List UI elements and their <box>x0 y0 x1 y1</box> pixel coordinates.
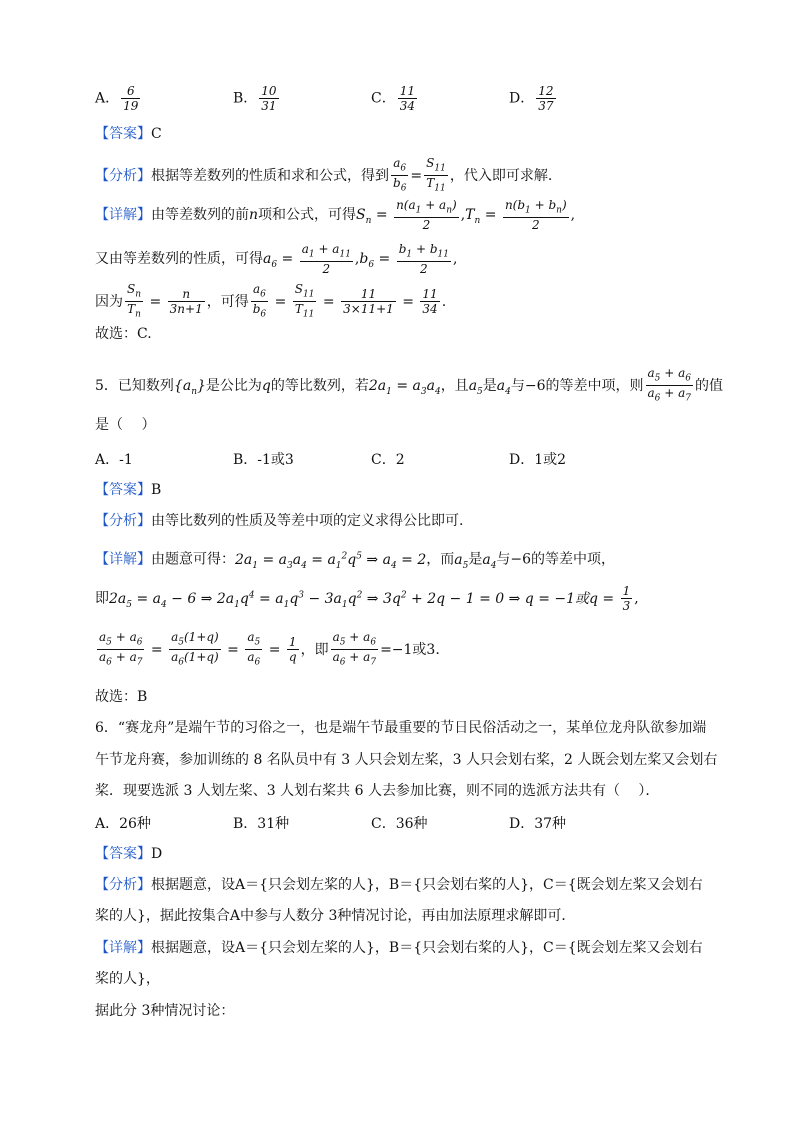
q6-stem-line-2: 午节龙舟赛，参加训练的 8 名队员中有 3 人只会划左桨，3 人只会划右桨，2 人既会划左桨又会划右 <box>95 752 718 768</box>
q6-detail-line-2: 桨的人}， <box>95 971 160 987</box>
analysis-text: 根据题意，设A＝{只会划左桨的人}，B＝{只会划右桨的人}，C＝{既会划左桨又会划右 <box>151 877 703 893</box>
denominator: 37 <box>538 99 554 113</box>
option-label: D． <box>509 90 535 107</box>
q6-analysis-line-1 <box>95 875 703 895</box>
detail-text: 因为 <box>95 293 123 310</box>
q5-option-c: C．2 <box>371 452 405 468</box>
denominator: 19 <box>123 99 139 113</box>
q6-answer <box>95 844 162 864</box>
analysis-text: ，代入即可求解. <box>449 167 553 184</box>
stem-text: 是公比为 <box>205 377 262 394</box>
q5-detail-line-1: 【详解】由题意可得：$2a_1 = a_3a_4 = a_1^2q^5$ ⇒ $a_4 = 2$，而$a_5$是$a_4$与−6的等差中项， <box>95 551 616 571</box>
detail-text: 即 <box>95 590 109 607</box>
detail-text: 又由等差数列的性质，可得 <box>95 251 263 268</box>
option-label: A． <box>95 90 120 107</box>
numerator: 10 <box>261 84 277 98</box>
q6-detail-line-3: 据此分 3种情况讨论： <box>95 1003 235 1019</box>
q6-detail-line-1 <box>95 938 703 958</box>
q4-detail-line-2: 又由等差数列的性质，可得$a_6$ = $\frac{a_1 + a_{11}}{2}$ $,b_6$ = $\frac{b_1 + b_{11}}{2}$ , <box>95 242 458 277</box>
q5-detail-line-2: 即$2a_5 = a_4 - 6$ ⇒ $2a_1q^4 = a_1q^3 - 3a_1q^2$ ⇒ $3q^2 + 2q - 1 = 0$ ⇒ q = −1或q = $\frac{1}{3}$ , <box>95 584 639 614</box>
q6-stem-line-1: 6．“赛龙舟”是端午节的习俗之一，也是端午节最重要的节日民俗活动之一，某单位龙舟队欲参加端 <box>95 720 707 736</box>
detail-tag: 【详解】 <box>95 207 151 224</box>
answer-tag: 【答案】 <box>95 126 151 142</box>
option-label: B． <box>233 90 258 107</box>
analysis-text: 根据等差数列的性质和求和公式，得到 <box>151 167 389 184</box>
q4-option-c <box>371 84 419 113</box>
analysis-tag: 【分析】 <box>95 167 151 184</box>
analysis-tag: 【分析】 <box>95 513 151 529</box>
detail-tag: 【详解】 <box>95 551 151 568</box>
q4-detail-line-1: 【详解】由等差数列的前n项和公式，可得$S_n$ = $\frac{n(a_1 + a_n)}{2}$ $,T_n$ = $\frac{n(b_1 + b_n)}{2}$ , <box>95 198 576 233</box>
analysis-tag: 【分析】 <box>95 877 151 893</box>
stem-text: 的等比数列，若 <box>270 377 369 394</box>
stem-text: 5．已知数列 <box>95 377 174 394</box>
q4-detail-line-3: 因为 $\frac{S_n}{T_n}$ = $\frac{n}{3n+1}$ ，可得 $\frac{a_6}{b_6}$ = $\frac{S_{11}}{T_{11}}$ = $\frac{11}{3\times 11+1}$ = $\frac{11}{34}$ . <box>95 282 447 320</box>
q5-option-a: A．-1 <box>95 452 133 468</box>
detail-text: 是 <box>468 551 483 568</box>
numerator: 6 <box>121 84 140 99</box>
q5-detail-line-3: $\frac{a_5 + a_6}{a_6 + a_7}$ = $\frac{a_5(1+q)}{a_6(1+q)}$ = $\frac{a_5}{a_6}$ = $\frac{1}{q}$ ，即 $\frac{a_5 + a_6}{a_6 + a_7}$ =−1或3. <box>99 630 440 668</box>
q4-option-a <box>95 84 142 113</box>
stem-text: 是 <box>482 377 497 394</box>
answer-tag: 【答案】 <box>95 482 151 498</box>
q4-option-b <box>233 84 281 113</box>
detail-text: ，而 <box>426 551 455 568</box>
detail-text: 由等差数列的前 <box>151 207 249 224</box>
detail-tag: 【详解】 <box>95 940 151 956</box>
detail-text: ，即 <box>300 641 329 658</box>
denominator: 34 <box>399 99 415 113</box>
q6-stem-line-3: 桨．现要选派 3 人划左桨、3 人划右桨共 6 人去参加比赛，则不同的选派方法共有（ ）． <box>95 783 660 799</box>
answer-tag: 【答案】 <box>95 846 151 862</box>
q6-option-d: D．37种 <box>509 816 567 832</box>
numerator: 12 <box>538 84 554 98</box>
q6-analysis-line-2: 桨的人}，据此按集合A中参与人数分 3种情况讨论，再由加法原理求解即可． <box>95 908 576 924</box>
q6-option-c: C．36种 <box>371 816 428 832</box>
answer-value: C <box>151 126 162 142</box>
q4-conclusion: 故选：C. <box>95 326 152 342</box>
answer-value: B <box>151 482 162 498</box>
q4-analysis: 【分析】根据等差数列的性质和求和公式，得到 $\frac{a_6}{b_6}$ = $\frac{S_{11}}{T_{11}}$ ，代入即可求解. <box>95 156 553 194</box>
stem-text: 与−6的等差中项，则 <box>510 377 644 394</box>
q4-option-d <box>509 84 558 113</box>
answer-value: D <box>151 846 163 862</box>
detail-text: 与−6的等差中项， <box>496 551 616 568</box>
q5-option-b: B．-1或3 <box>233 452 294 468</box>
stem-text: ，且 <box>440 377 469 394</box>
analysis-text: 由等比数列的性质及等差中项的定义求得公比即可. <box>151 513 464 529</box>
q5-conclusion: 故选：B <box>95 689 148 705</box>
detail-text: 由题意可得： <box>151 551 235 568</box>
stem-text: 的值 <box>694 377 723 394</box>
q4-answer <box>95 124 162 144</box>
q5-stem-line-2: 是（ ） <box>95 417 156 433</box>
denominator: 31 <box>261 99 277 113</box>
detail-text: ，可得 <box>206 293 249 310</box>
q6-option-a: A．26种 <box>95 816 151 832</box>
q5-option-d: D．1或2 <box>509 452 567 468</box>
q5-answer <box>95 480 161 500</box>
q5-stem-line-1: 5．已知数列$\{a_n\}$是公比为q的等比数列，若$2a_1 = a_3a_4$，且$a_5$是$a_4$与−6的等差中项，则 $\frac{a_5 + a_6}{a_6 + a_7}$ 的值 <box>95 366 723 404</box>
q5-analysis <box>95 511 463 531</box>
detail-text: =−1或3. <box>380 641 440 658</box>
option-label: C． <box>371 90 396 107</box>
detail-text: 项和公式，可得 <box>258 207 357 224</box>
detail-text: 根据题意，设A＝{只会划左桨的人}，B＝{只会划右桨的人}，C＝{既会划左桨又会划右 <box>151 940 703 956</box>
q6-option-b: B．31种 <box>233 816 290 832</box>
numerator: 11 <box>399 84 415 98</box>
